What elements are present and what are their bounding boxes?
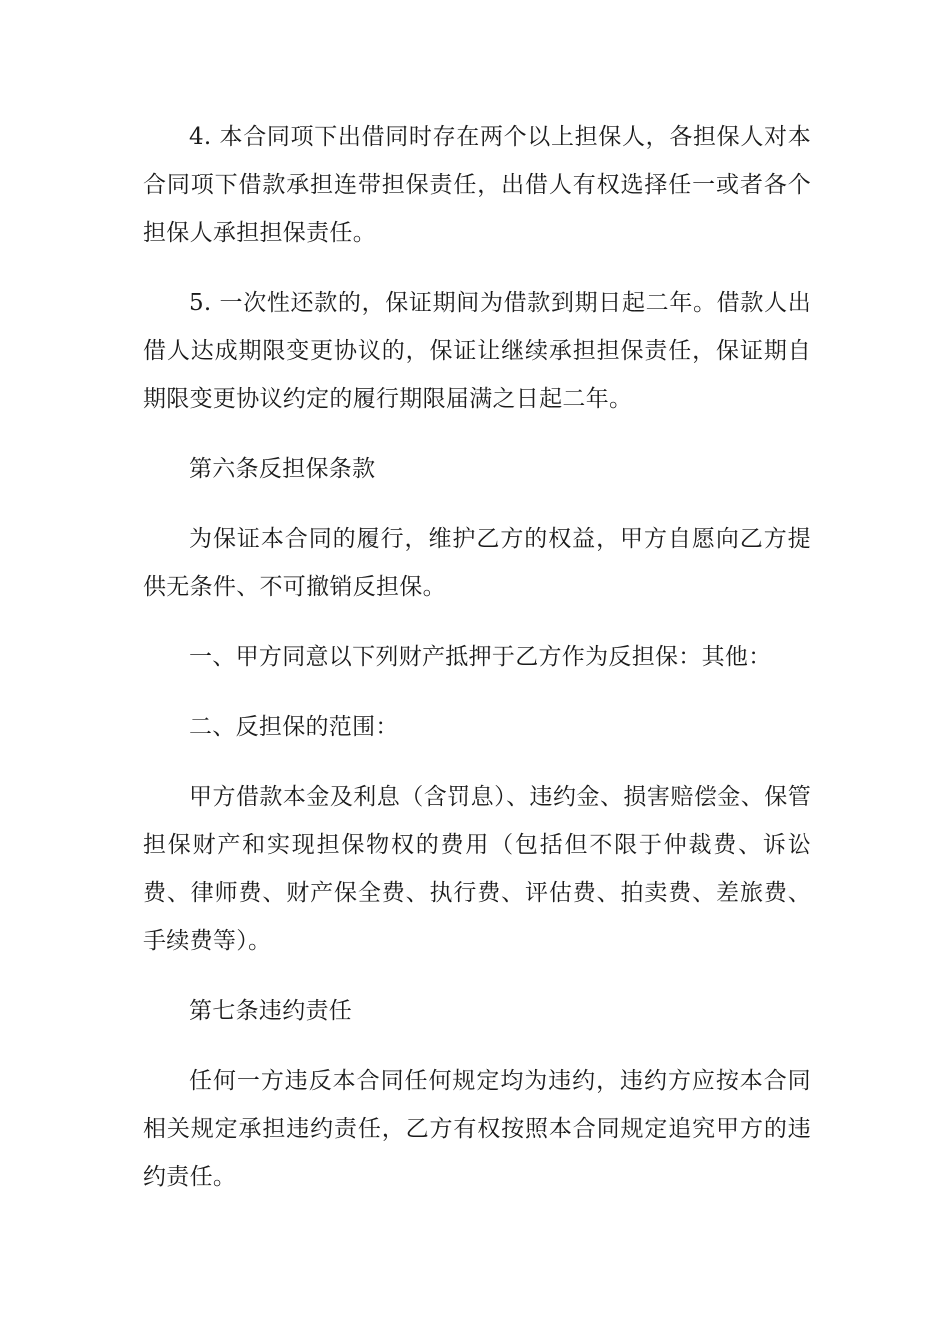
paragraph-breach-liability: 任何一方违反本合同任何规定均为违约，违约方应按本合同相关规定承担违约责任，乙方有权按照本合同规定追究甲方的违约责任。: [143, 1068, 811, 1190]
article-6-heading: 第六条反担保条款: [189, 456, 376, 482]
paragraph-collateral: 一、甲方同意以下列财产抵押于乙方作为反担保：其他：: [189, 644, 772, 670]
paragraph-guarantee-period: 5. 一次性还款的，保证期间为借款到期日起二年。借款人出借人达成期限变更协议的，保证让继续承担担保责任，保证期自期限变更协议约定的履行期限届满之日起二年。: [143, 290, 811, 412]
paragraph-counter-guarantee-intent: 为保证本合同的履行，维护乙方的权益，甲方自愿向乙方提供无条件、不可撤销反担保。: [143, 526, 811, 600]
paragraph-counter-guarantee-scope: 甲方借款本金及利息（含罚息）、违约金、损害赔偿金、保管担保财产和实现担保物权的费用（包括但不限于仲裁费、诉讼费、律师费、财产保全费、执行费、评估费、拍卖费、差旅费、手续费等）。: [143, 784, 811, 954]
document-body: [143, 113, 811, 1223]
paragraph-counter-guarantee-scope-heading: 二、反担保的范围：: [189, 714, 399, 740]
article-7-heading: 第七条违约责任: [189, 998, 353, 1024]
paragraph-guarantors-joint-liability: 4. 本合同项下出借同时存在两个以上担保人，各担保人对本合同项下借款承担连带担保责任，出借人有权选择任一或者各个担保人承担担保责任。: [143, 124, 811, 246]
